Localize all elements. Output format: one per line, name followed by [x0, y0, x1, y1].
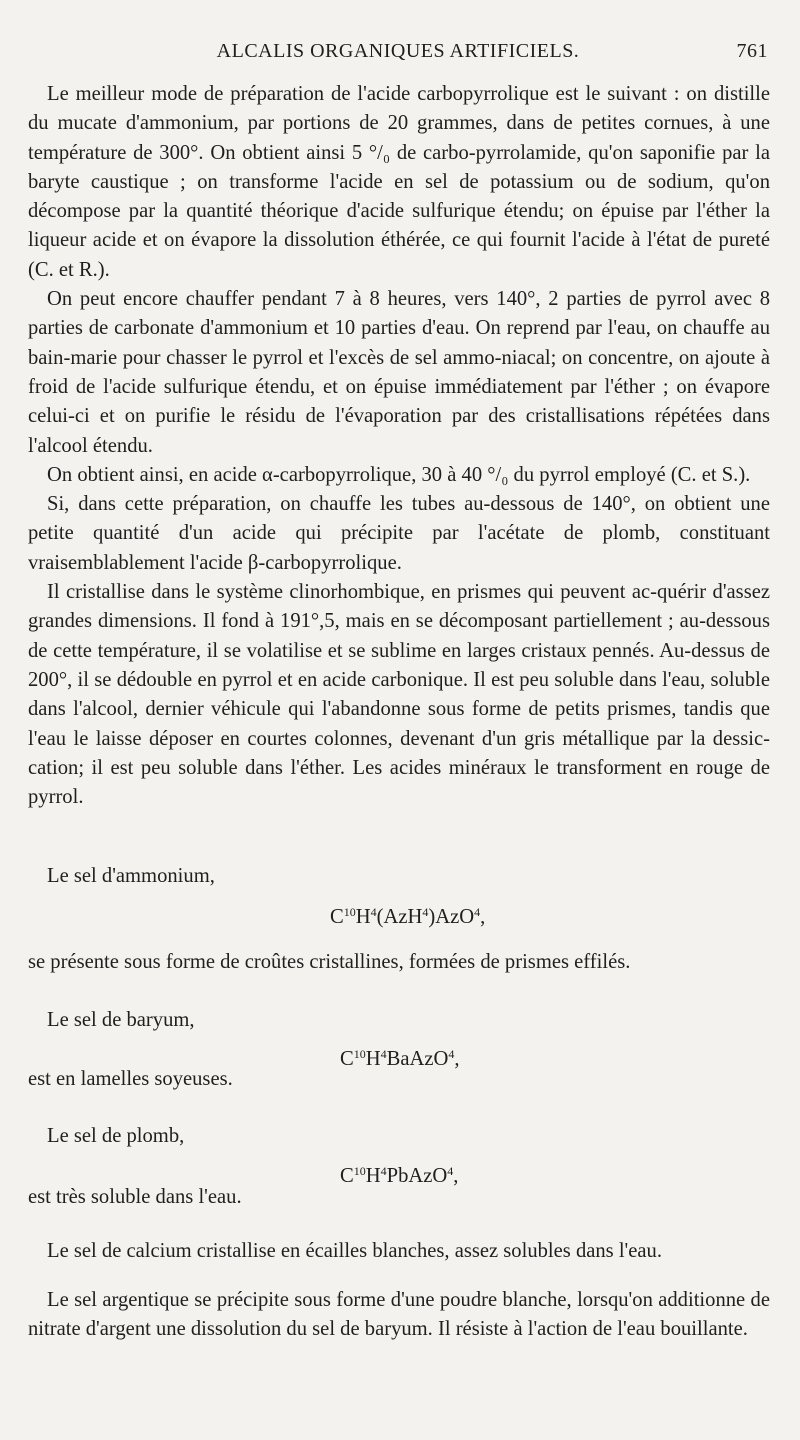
- plomb-salt-formula: $C^{10}H^4PbAzO^4$,: [340, 1164, 459, 1187]
- plomb-salt-label: Le sel de plomb,: [47, 1125, 185, 1147]
- baryum-salt-formula: $C^{10}H^4BaAzO^4$,: [340, 1047, 460, 1070]
- argentique-salt-section: [28, 1286, 770, 1345]
- body-text: [28, 80, 770, 812]
- ammonium-salt-formula: $C^{10}H^4(AzH^4)AzO^4$,: [330, 905, 486, 928]
- paragraph-yield: On obtient ainsi, en acide α-carbopyrrolique, 30 à 40 °/₀ du pyrrol employé (C. et S.).: [47, 463, 751, 486]
- running-title: ALCALIS ORGANIQUES ARTIFICIELS.: [216, 40, 580, 62]
- ammonium-salt-label: Le sel d'ammonium,: [47, 865, 215, 887]
- paragraph-preparation: Le meilleur mode de préparation de l'acide carbopyrrolique est le suivant : on distille du mucate d'ammonium, par portions de 20 grammes, dans de petites cornues, à une température de 300°. On obtient ainsi 5 °/₀ de carbo-pyrrolamide, qu'on saponifie par la baryte caustique ; on transforme l'acide en sel de potassium ou de sodium, qu'on décompose par la quantité théorique d'acide sulfurique étendu; on épuise par l'éther la liqueur acide et on évapore la dissolution éthérée, ce qui fournit l'acide à l'état de pureté (C. et R.).: [28, 83, 770, 281]
- argentique-salt-paragraph: Le sel argentique se précipite sous forme d'une poudre blanche, lorsqu'on additionne de nitrate d'argent une dissolution du sel de baryum. Il résiste à l'action de l'eau bouillante.: [28, 1289, 770, 1341]
- baryum-salt-label: Le sel de baryum,: [47, 1009, 195, 1031]
- page-header: [28, 40, 768, 70]
- page-number: 761: [736, 40, 768, 62]
- baryum-salt-description: est en lamelles soyeuses.: [28, 1068, 233, 1090]
- paragraph-alternative-method: On peut encore chauffer pendant 7 à 8 heures, vers 140°, 2 parties de pyrrol avec 8 parties de carbonate d'ammonium et 10 parties d'eau. On reprend par l'eau, on chauffe au bain-marie pour chasser le pyrrol et l'excès de sel ammo-niacal; on concentre, on ajoute à froid de l'acide sulfurique étendu, et on épuise immédiatement par l'éther ; on évapore celui-ci et on purifie le résidu de l'évaporation par des cristallisations répétées dans l'alcool étendu.: [28, 288, 770, 457]
- paragraph-properties: Il cristallise dans le système clinorhombique, en prismes qui peuvent ac-quérir d'assez grandes dimensions. Il fond à 191°,5, mais en se décomposant partiellement ; au-dessous de cette température, il se volatilise et se sublime en larges cristaux pennés. Au-dessus de 200°, il se dédouble en pyrrol et en acide carbonique. Il est peu soluble dans l'eau, soluble dans l'alcool, dernier véhicule qui l'abandonne sous forme de petits prismes, tandis que l'eau le laisse déposer en courtes colonnes, devenant d'un gris métallique par la dessic-cation; il est peu soluble dans l'éther. Les acides minéraux le transforment en rouge de pyrrol.: [28, 581, 770, 809]
- plomb-salt-description: est très soluble dans l'eau.: [28, 1186, 242, 1208]
- ammonium-salt-description: se présente sous forme de croûtes cristallines, formées de prismes effilés.: [28, 951, 631, 973]
- calcium-salt-paragraph: Le sel de calcium cristallise en écailles blanches, assez solubles dans l'eau.: [47, 1240, 662, 1262]
- paragraph-beta-acid: Si, dans cette préparation, on chauffe les tubes au-dessous de 140°, on obtient une petite quantité d'un acide qui précipite par l'acétate de plomb, constituant vraisemblablement l'acide β-carbopyrrolique.: [28, 493, 770, 574]
